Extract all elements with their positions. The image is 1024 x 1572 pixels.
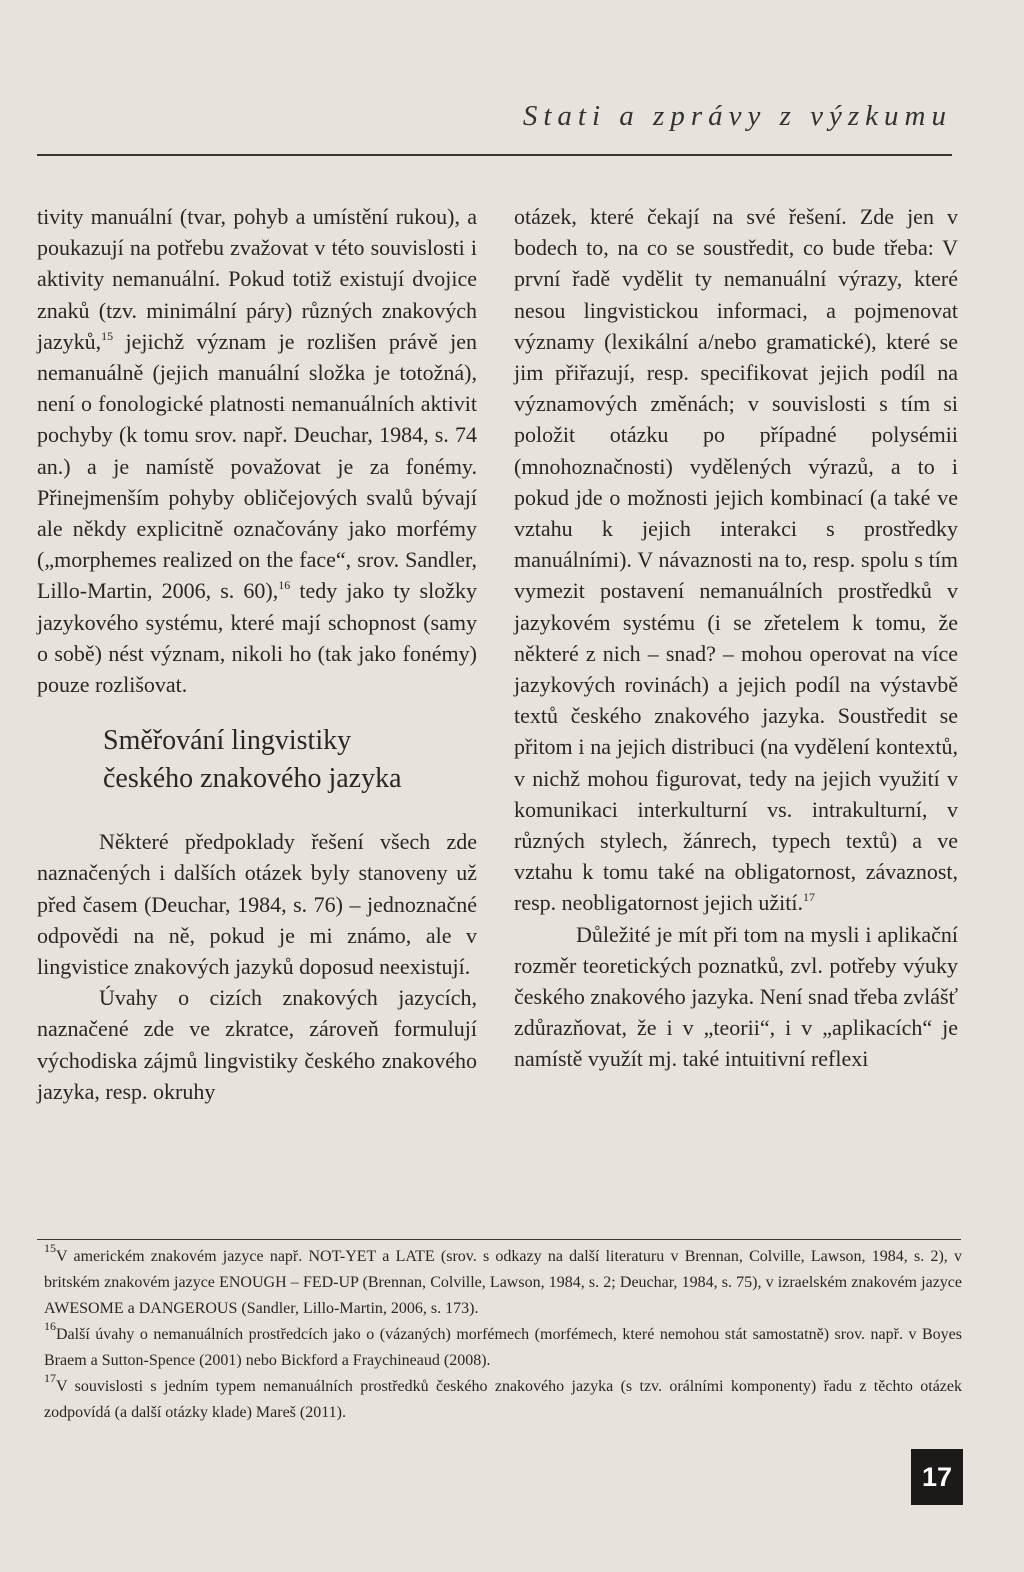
footnote: $^{15}$V americkém znakovém jazyce např. NOT-YET a LATE (srov. s odkazy na další literaturu v Brennan, Colville, Lawson, 1984, s. 2), v britském znakovém jazyce ENOUGH – FED-UP (Brennan, Colville, Lawson, 1984, s. 2; Deuchar, 1984, s. 75), v izraelském znakovém jazyce AWESOME a DANGEROUS (Sandler, Lillo-Martin, 2006, s. 173).	[44, 1241, 962, 1317]
paragraph: Některé předpoklady řešení všech zde naznačených i dalších otázek byly stanoveny už před časem (Deuchar, 1984, s. 76) – jednoznačné odpovědi na ně, pokud je mi známo, ale v lingvistice znakových jazyků doposud neexistují.	[37, 829, 477, 980]
header-rule	[37, 154, 952, 156]
right-column	[514, 201, 958, 1075]
page-number: 17	[911, 1449, 963, 1505]
paragraph: Úvahy o cizích znakových jazycích, naznačené zde ve zkratce, zároveň formulují východiska zájmů lingvistiky českého znakového jazyka, resp. okruhy	[37, 985, 477, 1104]
footnote: $^{16}$Další úvahy o nemanuálních prostředcích jako o (vázaných) morfémech (morfémech, které nemohou stát samostatně) srov. např. v Boyes Braem a Sutton-Spence (2001) nebo Bickford a Fraychineaud (2008).	[44, 1319, 962, 1369]
running-head: Stati a zprávy z výzkumu	[522, 100, 952, 132]
footnote: $^{17}$V souvislosti s jedním typem nemanuálních prostředků českého znakového jazyka (s tzv. orálními komponenty) řadu z těchto otázek zodpovídá (a další otázky klade) Mareš (2011).	[44, 1371, 962, 1421]
paragraph: otázek, které čekají na své řešení. Zde jen v bodech to, na co se soustředit, co bude třeba: V první řadě vydělit ty nemanuální výrazy, které nesou lingvistickou informaci, a pojmenovat významy (lexikální a/nebo gramatické), které se jim přiřazují, resp. specifikovat jejich podíl na významových změnách; v souvislosti s tím si položit otázku po případné polysémii (mnohoznačnosti) vydělených výrazů, a to i pokud jde o možnosti jejich kombinací (a také ve vztahu k jejich interakci s prostředky manuálními). V návaznosti na to, resp. spolu s tím vymezit postavení nemanuálních prostředků v jazykovém systému (i se zřetelem k tomu, že některé z nich – snad? – mohou operovat na více jazykových rovinách) a jejich podíl na výstavbě textů českého znakového jazyka. Soustředit se přitom i na jejich distribuci (na vydělení kontextů, v nichž mohou figurovat, tedy na jejich využití v komunikaci interkulturní vs. intrakulturní, v různých stylech, žánrech, typech textů) a ve vztahu k tomu také na obligatornost, závaznost, resp. neobligatornost jejich užití.$^{17}$	[514, 204, 958, 916]
paragraph: Důležité je mít při tom na mysli i aplikační rozměr teoretických poznatků, zvl. potřeby výuky českého znakového jazyka. Není snad třeba zvlášť zdůrazňovat, že i v „teorii“, i v „aplikacích“ je namístě využít mj. také intuitivní reflexi	[514, 921, 958, 1072]
paragraph: tivity manuální (tvar, pohyb a umístění rukou), a poukazují na potřebu zvažovat v této souvislosti i aktivity nemanuální. Pokud totiž existují dvojice znaků (tzv. minimální páry) různých znakových jazyků,$^{15}$ jejichž význam je rozlišen právě jen nemanuálně (jejich manuální složka je totožná), není o fonologické platnosti nemanuálních aktivit pochyby (k tomu srov. např. Deuchar, 1984, s. 74 an.) a je namístě považovat je za fonémy. Přinejmenším pohyby obličejových svalů bývají ale někdy explicitně označovány jako morfémy („morphemes realized on the face“, srov. Sandler, Lillo-Martin, 2006, s. 60),$^{16}$ tedy jako ty složky jazykového systému, které mají schopnost (samy o sobě) nést význam, nikoli ho (tak jako fonémy) pouze rozlišovat.	[37, 204, 477, 698]
footnotes	[44, 1241, 962, 1426]
section-heading: Směřování lingvistiky českého znakového jazyka	[103, 725, 402, 795]
left-column	[37, 201, 477, 1107]
footnote-ref[interactable]: 15	[101, 328, 114, 343]
footnote-ref[interactable]: 16	[278, 578, 291, 593]
footnote-rule	[37, 1239, 961, 1240]
footnote-ref[interactable]: 17	[803, 890, 815, 905]
